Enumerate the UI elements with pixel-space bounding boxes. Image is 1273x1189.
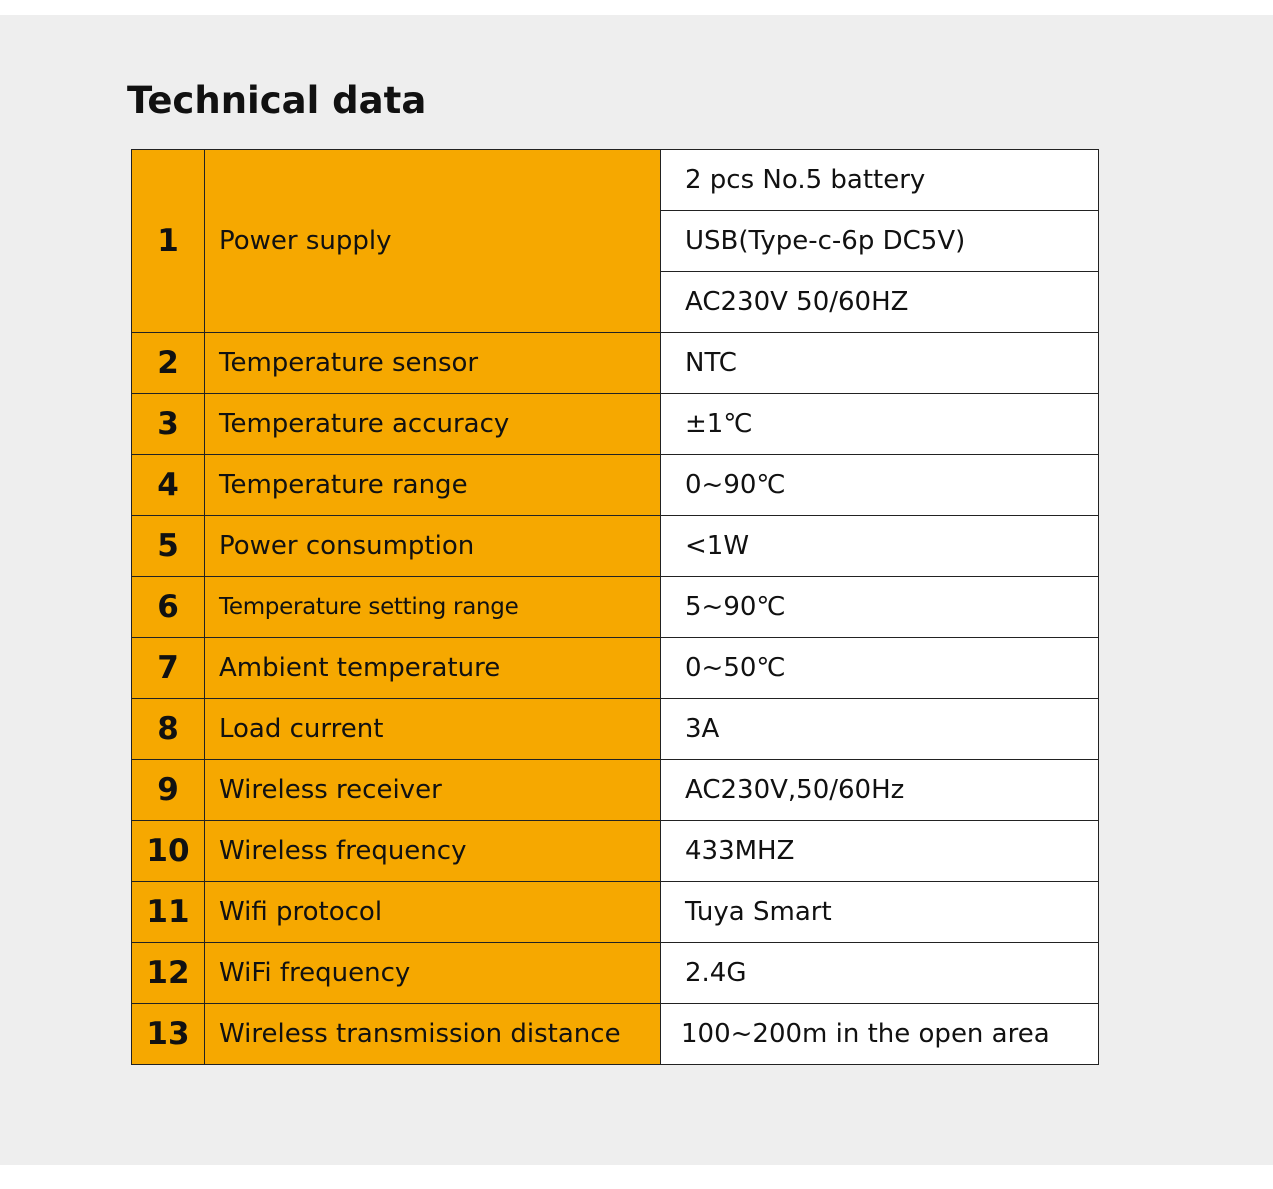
parameter-value: 2 pcs No.5 battery [661, 150, 1099, 211]
parameter-name: Wifi protocol [205, 882, 661, 943]
row-number: 10 [132, 821, 205, 882]
row-number: 12 [132, 943, 205, 1004]
row-number: 8 [132, 699, 205, 760]
row-number: 9 [132, 760, 205, 821]
parameter-name: Temperature range [205, 455, 661, 516]
parameter-value: <1W [661, 516, 1099, 577]
row-number: 3 [132, 394, 205, 455]
table-row [132, 333, 1099, 394]
page-title: Technical data [127, 79, 427, 122]
row-number: 1 [132, 150, 205, 333]
parameter-name: Temperature setting range [205, 577, 661, 638]
parameter-value: 433MHZ [661, 821, 1099, 882]
table-row [132, 821, 1099, 882]
parameter-name: Ambient temperature [205, 638, 661, 699]
row-number: 4 [132, 455, 205, 516]
table-row [132, 882, 1099, 943]
parameter-name: Power supply [205, 150, 661, 333]
parameter-value: ±1℃ [661, 394, 1099, 455]
parameter-name: Temperature accuracy [205, 394, 661, 455]
parameter-name: Wireless frequency [205, 821, 661, 882]
parameter-value: 5~90℃ [661, 577, 1099, 638]
parameter-value: 0~50℃ [661, 638, 1099, 699]
table-row [132, 1004, 1099, 1065]
parameter-name: Power consumption [205, 516, 661, 577]
parameter-name: Wireless transmission distance [205, 1004, 661, 1065]
parameter-value: 3A [661, 699, 1099, 760]
parameter-value: NTC [661, 333, 1099, 394]
parameter-value: 100~200m in the open area [661, 1004, 1099, 1065]
parameter-value: AC230V,50/60Hz [661, 760, 1099, 821]
parameter-name: Temperature sensor [205, 333, 661, 394]
parameter-name: WiFi frequency [205, 943, 661, 1004]
parameter-name: Wireless receiver [205, 760, 661, 821]
parameter-value: Tuya Smart [661, 882, 1099, 943]
row-number: 5 [132, 516, 205, 577]
row-number: 6 [132, 577, 205, 638]
table-row [132, 516, 1099, 577]
parameter-value: USB(Type-c-6p DC5V) [661, 211, 1099, 272]
table-row [132, 760, 1099, 821]
table-row [132, 943, 1099, 1004]
table-row [132, 638, 1099, 699]
table-row [132, 455, 1099, 516]
row-number: 2 [132, 333, 205, 394]
table-row [132, 699, 1099, 760]
row-number: 7 [132, 638, 205, 699]
row-number: 11 [132, 882, 205, 943]
parameter-value: AC230V 50/60HZ [661, 272, 1099, 333]
table-row [132, 577, 1099, 638]
table-row [132, 394, 1099, 455]
parameter-value: 2.4G [661, 943, 1099, 1004]
table-row [132, 150, 1099, 211]
parameter-value: 0~90℃ [661, 455, 1099, 516]
row-number: 13 [132, 1004, 205, 1065]
technical-data-table [131, 149, 1099, 1065]
parameter-name: Load current [205, 699, 661, 760]
